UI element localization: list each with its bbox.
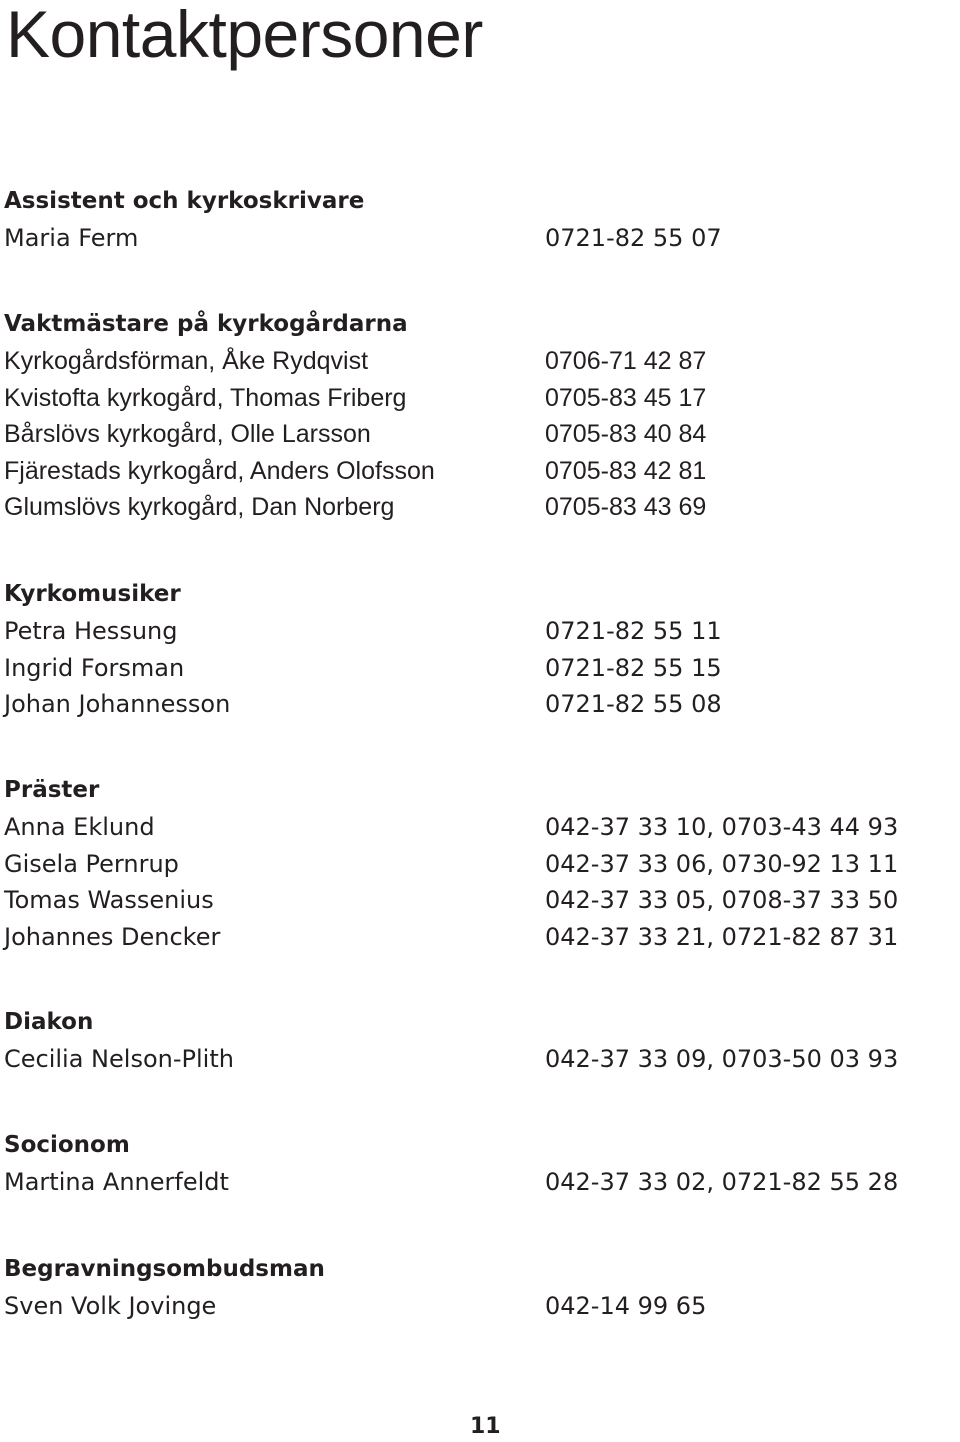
contact-row — [4, 1041, 960, 1078]
section-vaktmastare — [4, 306, 960, 526]
contact-phone: 0705-83 45 17 — [545, 383, 707, 412]
contact-phone: 042-37 33 21, 0721-82 87 31 — [545, 922, 899, 951]
contact-row — [4, 686, 960, 723]
contact-name: Bårslövs kyrkogård, Olle Larsson — [4, 420, 371, 449]
contact-name: Kyrkogårdsförman, Åke Rydqvist — [4, 347, 369, 375]
contact-phone: 042-37 33 09, 0703-50 03 93 — [545, 1045, 899, 1073]
section-heading: Präster — [4, 777, 100, 803]
contact-row — [4, 809, 960, 846]
contact-phone: 0721-82 55 08 — [545, 690, 722, 719]
contact-row — [4, 650, 960, 687]
contact-phone: 042-37 33 02, 0721-82 55 28 — [545, 1168, 899, 1196]
contact-name: Sven Volk Jovinge — [4, 1292, 217, 1320]
contact-phone: 0721-82 55 11 — [545, 617, 722, 645]
contact-row — [4, 846, 960, 883]
contact-name: Cecilia Nelson-Plith — [4, 1045, 234, 1073]
contact-name: Kvistofta kyrkogård, Thomas Friberg — [4, 383, 407, 412]
contact-row — [4, 882, 960, 919]
contact-row — [4, 380, 960, 417]
section-heading: Assistent och kyrkoskrivare — [4, 188, 365, 214]
section-kyrkomusiker — [4, 576, 960, 723]
contact-name: Anna Eklund — [4, 813, 155, 841]
contact-row — [4, 1288, 960, 1325]
section-heading: Socionom — [4, 1132, 130, 1158]
contact-name: Johannes Dencker — [4, 922, 221, 951]
section-praster — [4, 772, 960, 955]
contact-name: Tomas Wassenius — [4, 886, 214, 915]
contact-row — [4, 489, 960, 526]
contact-name: Petra Hessung — [4, 617, 178, 645]
section-socionom — [4, 1127, 960, 1201]
contact-phone: 0705-83 40 84 — [545, 420, 707, 449]
contact-name: Martina Annerfeldt — [4, 1168, 229, 1196]
contact-phone: 042-37 33 06, 0730-92 13 11 — [545, 849, 899, 878]
section-diakon — [4, 1004, 960, 1078]
contact-row — [4, 220, 960, 257]
contact-name: Maria Ferm — [4, 224, 139, 252]
section-heading: Kyrkomusiker — [4, 581, 181, 607]
contact-name: Ingrid Forsman — [4, 653, 185, 682]
contact-phone: 042-37 33 10, 0703-43 44 93 — [545, 813, 899, 841]
contact-row — [4, 453, 960, 490]
contact-phone: 042-14 99 65 — [545, 1292, 707, 1320]
contact-phone: 042-37 33 05, 0708-37 33 50 — [545, 886, 899, 915]
contact-row — [4, 919, 960, 956]
contact-phone: 0721-82 55 07 — [545, 224, 722, 252]
section-heading: Diakon — [4, 1009, 94, 1035]
contact-row — [4, 1164, 960, 1201]
section-assistent — [4, 183, 960, 257]
contact-phone: 0705-83 43 69 — [545, 493, 707, 522]
contact-name: Gisela Pernrup — [4, 849, 179, 878]
contact-name: Fjärestads kyrkogård, Anders Olofsson — [4, 456, 435, 485]
contact-phone: 0721-82 55 15 — [545, 653, 722, 682]
page-title: Kontaktpersoner — [6, 0, 483, 71]
contact-phone: 0706-71 42 87 — [545, 347, 707, 375]
contact-name: Glumslövs kyrkogård, Dan Norberg — [4, 493, 395, 522]
section-heading: Begravningsombudsman — [4, 1256, 325, 1282]
contact-row — [4, 416, 960, 453]
page-number: 11 — [470, 1414, 501, 1439]
contact-phone: 0705-83 42 81 — [545, 456, 707, 485]
contact-row — [4, 613, 960, 650]
section-heading: Vaktmästare på kyrkogårdarna — [4, 311, 408, 337]
contact-name: Johan Johannesson — [4, 690, 231, 719]
section-begravningsombudsman — [4, 1251, 960, 1325]
contact-row — [4, 343, 960, 380]
